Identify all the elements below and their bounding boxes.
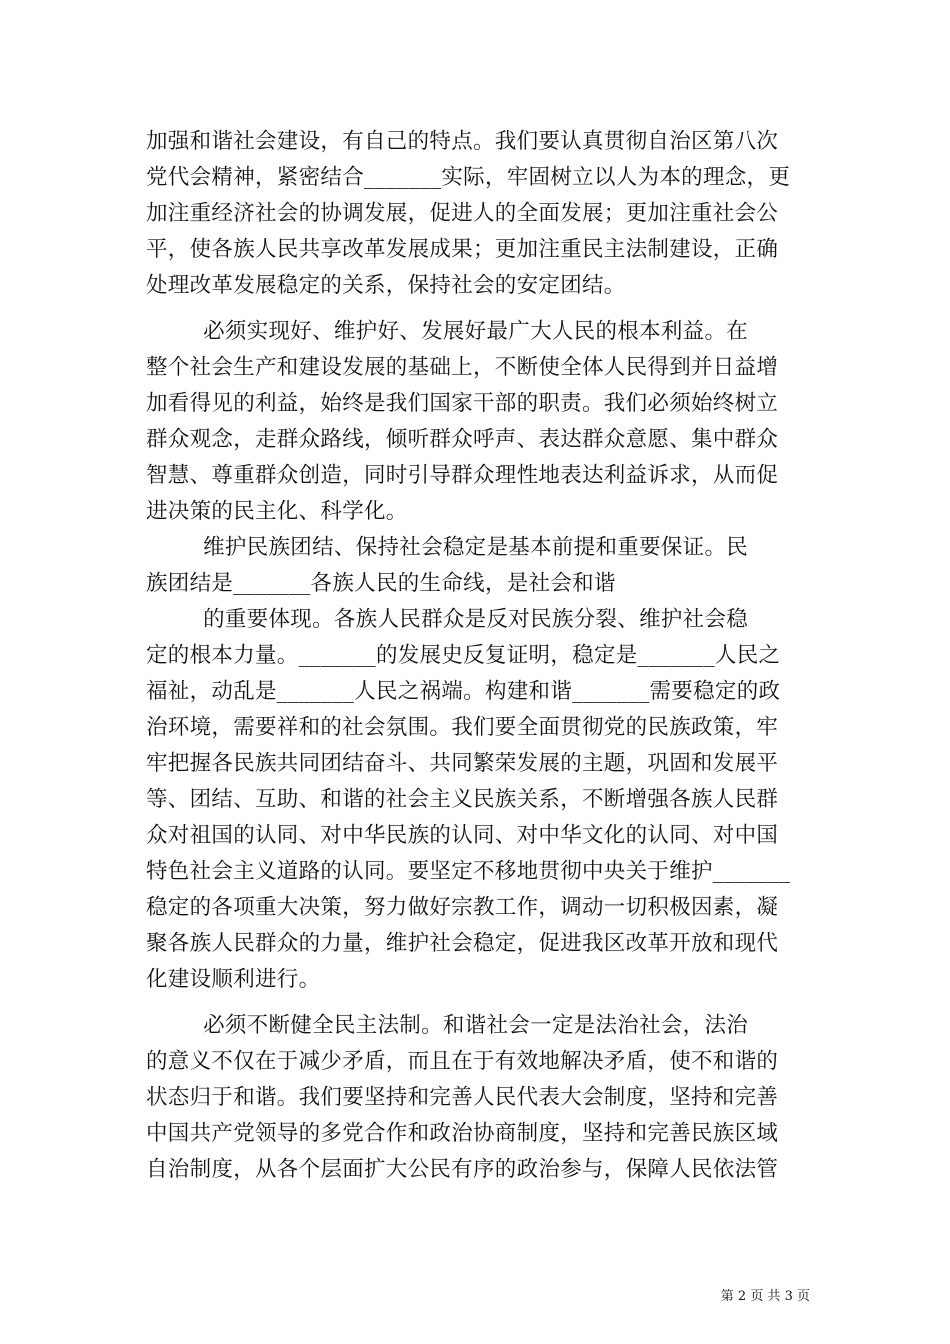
text-line: 特色社会主义道路的认同。要坚定不移地贯彻中央关于维护_______ [146, 859, 791, 884]
text-line: 中国共产党领导的多党合作和政治协商制度，坚持和完善民族区域 [146, 1121, 779, 1146]
text-line: 等、团结、互助、和谐的社会主义民族关系，不断增强各族人民群 [146, 787, 779, 812]
text-line: 智慧、尊重群众创造，同时引导群众理性地表达利益诉求，从而促 [146, 463, 779, 488]
text-line: 福祉，动乱是_______人民之祸端。构建和谐_______需要稳定的政 [146, 679, 781, 704]
text-line: 众对祖国的认同、对中华民族的认同、对中华文化的认同、对中国 [146, 823, 779, 848]
page-number: 第 2 页 共 3 页 [720, 1289, 810, 1304]
text-line: 处理改革发展稳定的关系，保持社会的安定团结。 [146, 273, 626, 298]
text-line: 加看得见的利益，始终是我们国家干部的职责。我们必须始终树立 [146, 391, 779, 416]
text-line: 党代会精神，紧密结合_______实际，牢固树立以人为本的理念，更 [146, 165, 791, 190]
text-line: 族团结是_______各族人民的生命线，是社会和谐 [146, 571, 616, 596]
text-line: 群众观念，走群众路线，倾听群众呼声、表达群众意愿、集中群众 [146, 427, 779, 452]
text-line: 状态归于和谐。我们要坚持和完善人民代表大会制度，坚持和完善 [146, 1085, 779, 1110]
text-line: 定的根本力量。_______的发展史反复证明，稳定是_______人民之 [146, 643, 781, 668]
text-line: 聚各族人民群众的力量，维护社会稳定，促进我区改革开放和现代 [146, 931, 779, 956]
text-line: 必须实现好、维护好、发展好最广大人民的根本利益。在 [146, 319, 749, 344]
text-line: 必须不断健全民主法制。和谐社会一定是法治社会，法治 [146, 1013, 749, 1038]
text-line: 牢把握各民族共同团结奋斗、共同繁荣发展的主题，巩固和发展平 [146, 751, 779, 776]
text-line: 整个社会生产和建设发展的基础上，不断使全体人民得到并日益增 [146, 355, 779, 380]
text-line: 平，使各族人民共享改革发展成果；更加注重民主法制建设，正确 [146, 237, 779, 262]
text-line: 加注重经济社会的协调发展，促进人的全面发展；更加注重社会公 [146, 201, 779, 226]
text-line: 自治制度，从各个层面扩大公民有序的政治参与，保障人民依法管 [146, 1157, 779, 1182]
text-line: 加强和谐社会建设，有自己的特点。我们要认真贯彻自治区第八次 [146, 129, 779, 154]
text-line: 的意义不仅在于减少矛盾，而且在于有效地解决矛盾，使不和谐的 [146, 1049, 779, 1074]
text-line: 进决策的民主化、科学化。 [146, 499, 408, 524]
text-line: 的重要体现。各族人民群众是反对民族分裂、维护社会稳 [146, 607, 749, 632]
text-line: 治环境，需要祥和的社会氛围。我们要全面贯彻党的民族政策，牢 [146, 715, 779, 740]
text-line: 稳定的各项重大决策，努力做好宗教工作，调动一切积极因素，凝 [146, 895, 779, 920]
text-line: 维护民族团结、保持社会稳定是基本前提和重要保证。民 [146, 535, 749, 560]
text-line: 化建设顺利进行。 [146, 967, 321, 992]
